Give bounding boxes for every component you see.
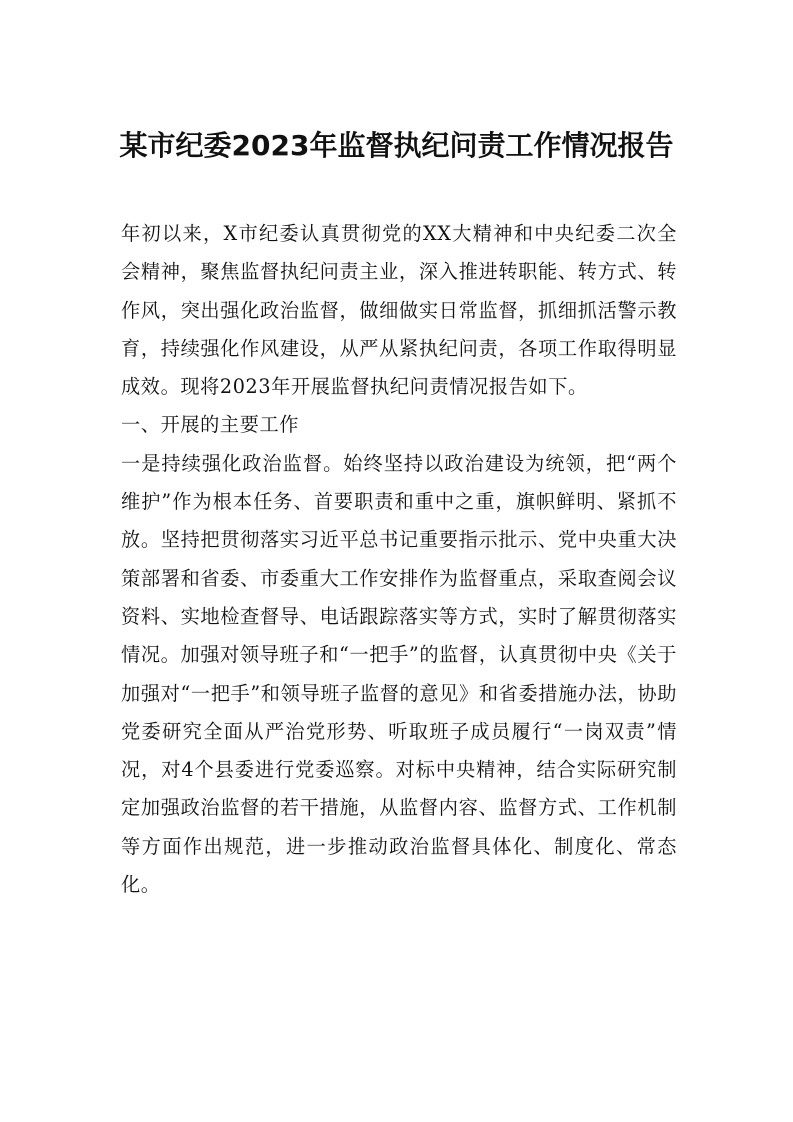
section-heading: 一、开展的主要工作 xyxy=(121,413,300,437)
document-body xyxy=(121,215,677,904)
paragraph-intro: 年初以来，X市纪委认真贯彻党的XX大精神和中央纪委二次全会精神，聚焦监督执纪问责主业，深入推进转职能、转方式、转作风，突出强化政治监督，做细做实日常监督，抓细抓活警示教育，持续强化作风建设，从严从紧执纪问责，各项工作取得明显成效。现将2023年开展监督执纪问责情况报告如下。 xyxy=(121,222,677,399)
paragraph-political-supervision: 一是持续强化政治监督。始终坚持以政治建设为统领，把“两个维护”作为根本任务、首要职责和重中之重，旗帜鲜明、紧抓不放。坚持把贯彻落实习近平总书记重要指示批示、党中央重大决策部署和省委、市委重大工作安排作为监督重点，采取查阅会议资料、实地检查督导、电话跟踪落实等方式，实时了解贯彻落实情况。加强对领导班子和“一把手”的监督，认真贯彻中央《关于加强对“一把手”和领导班子监督的意见》和省委措施办法，协助党委研究全面从严治党形势、听取班子成员履行“一岗双责”情况，对4个县委进行党委巡察。对标中央精神，结合实际研究制定加强政治监督的若干措施，从监督内容、监督方式、工作机制等方面作出规范，进一步推动政治监督具体化、制度化、常态化。 xyxy=(121,451,677,897)
document-title: 某市纪委2023年监督执纪问责工作情况报告 xyxy=(119,129,674,162)
